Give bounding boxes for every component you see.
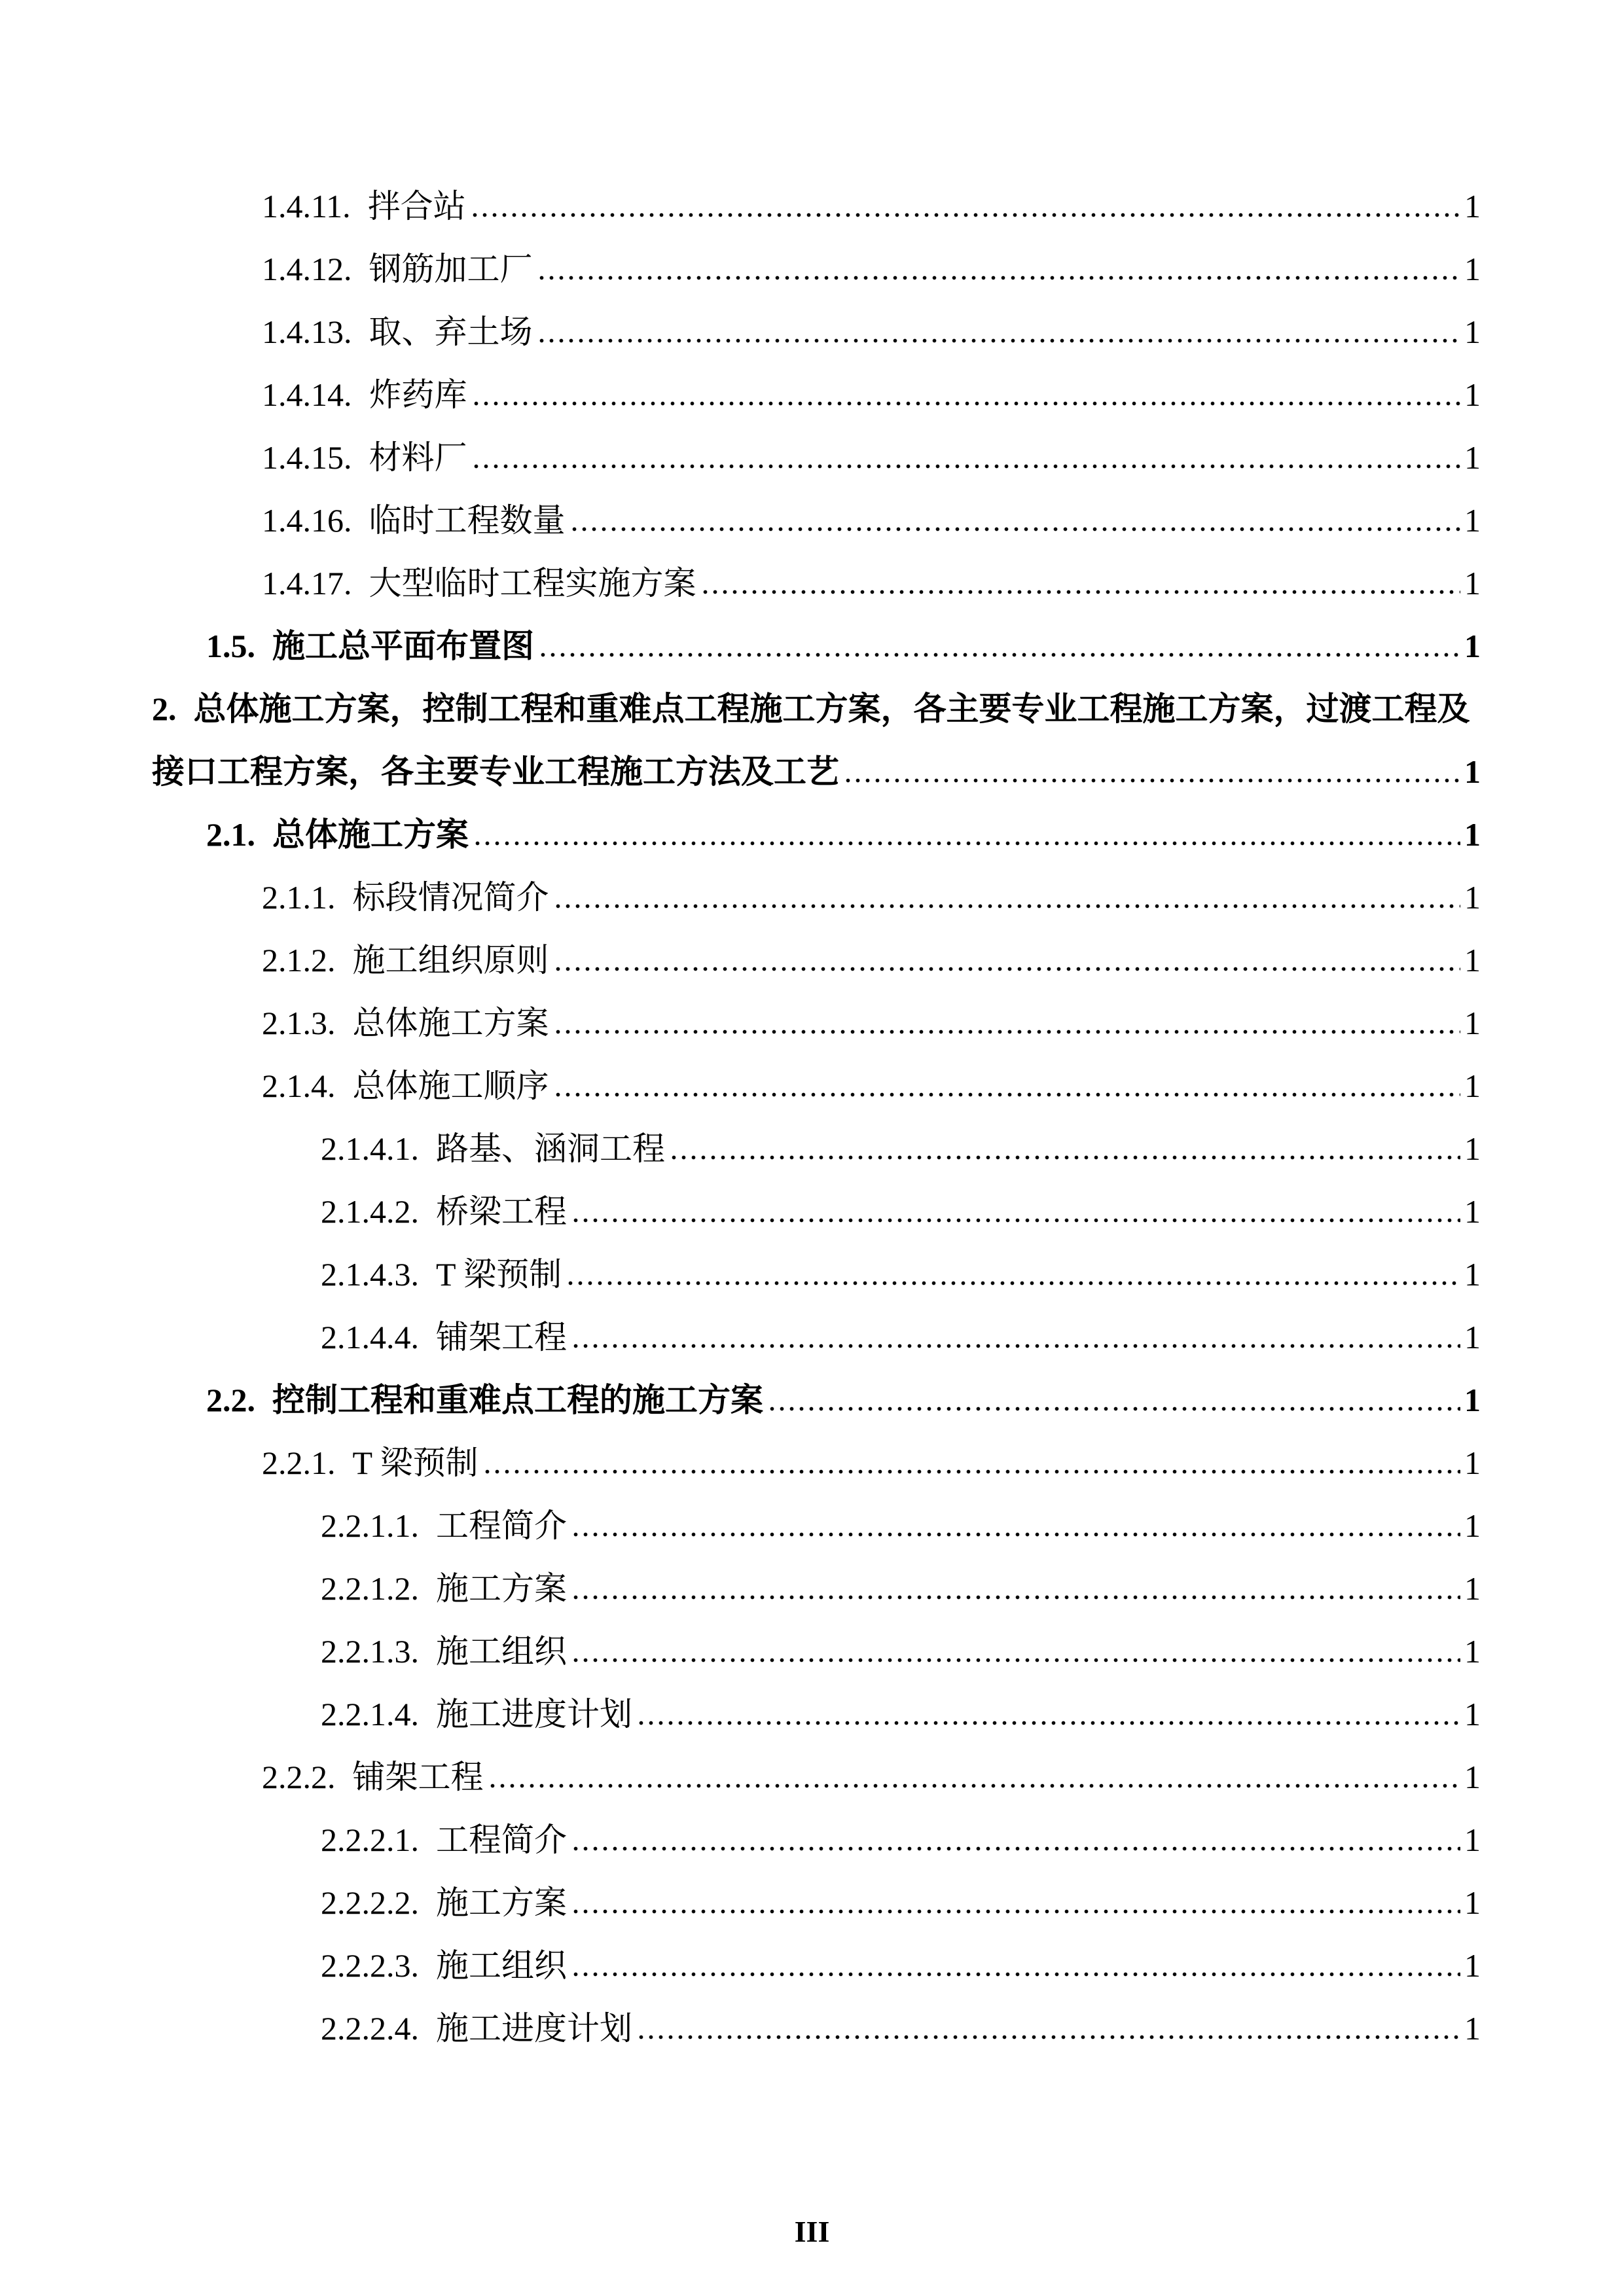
toc-entry[interactable] [206,1380,1481,1420]
toc-dotted-leader [475,841,1460,846]
toc-entry-page: 1 [1464,1759,1481,1795]
toc-entry-title: 总体施工方案 [352,1005,549,1041]
toc-entry-page: 1 [1464,502,1481,539]
toc-entry-title: 施工进度计划 [436,1696,632,1732]
toc-entry-page: 1 [1464,1884,1481,1921]
toc-entry[interactable] [262,312,1481,351]
toc-entry[interactable] [262,941,1481,980]
toc-entry[interactable] [152,689,1481,728]
toc-dotted-leader [556,967,1461,971]
toc-entry[interactable] [321,1883,1481,1922]
toc-entry-title: 钢筋加工厂 [369,251,533,287]
toc-dotted-leader [556,1092,1461,1097]
toc-entry-number: 1.4.14. [262,376,352,413]
toc-entry-page: 1 [1464,1193,1481,1230]
toc-dotted-leader [573,1532,1460,1537]
toc-entry-number: 2.2.2.3. [321,1947,419,1984]
toc-entry-page: 1 [1464,1319,1481,1355]
toc-entry-title: 施工总平面布置图 [272,628,534,664]
toc-entry-number: 2.2.1.1. [321,1507,419,1544]
toc-entry-page: 1 [1464,251,1481,287]
toc-dotted-leader [556,1030,1461,1034]
toc-entry-page: 1 [1464,1633,1481,1670]
toc-dotted-leader [556,904,1461,908]
toc-dotted-leader [474,401,1461,406]
toc-entry[interactable] [262,1066,1481,1105]
toc-entry-page: 1 [1464,1005,1481,1041]
toc-entry-title: 工程简介 [436,1507,567,1544]
toc-entry[interactable] [321,1255,1481,1294]
toc-dotted-leader [639,1721,1460,1725]
toc-entry-title: 施工组织原则 [352,942,549,978]
toc-entry-number: 1.4.16. [262,502,352,539]
toc-entry-title: 施工方案 [436,1884,567,1921]
toc-entry-number: 2.2.1.2. [321,1570,419,1607]
toc-entry[interactable] [262,249,1481,289]
toc-dotted-leader [539,276,1461,280]
toc-entry-number: 2.1.4. [262,1067,336,1104]
toc-entry-title: 接口工程方案，各主要专业工程施工方法及工艺 [152,753,839,790]
toc-entry-title: 工程简介 [436,1821,567,1858]
toc-entry-title: 施工组织 [436,1633,567,1670]
toc-entry-page: 1 [1464,628,1481,664]
toc-dotted-leader [573,1972,1460,1977]
toc-entry-number: 2.2.2.4. [321,2010,419,2047]
toc-entry[interactable] [262,501,1481,540]
toc-entry-number: 2.2.1.3. [321,1633,419,1670]
toc-dotted-leader [639,2035,1460,2039]
toc-entry[interactable] [262,438,1481,477]
toc-entry[interactable] [262,564,1481,603]
toc-entry-number: 2.2.2.1. [321,1821,419,1858]
toc-dotted-leader [573,1218,1460,1223]
toc-entry-number: 2.2.2. [262,1759,336,1795]
toc-dotted-leader [541,653,1460,657]
toc-dotted-leader [672,1155,1460,1160]
toc-entry-number: 1.5. [206,628,255,664]
toc-entry[interactable] [321,1695,1481,1734]
toc-entry[interactable] [321,1569,1481,1608]
toc-dotted-leader [573,1909,1460,1914]
toc-entry-page: 1 [1464,753,1481,790]
toc-entry[interactable] [321,1946,1481,1985]
toc-dotted-leader [539,338,1461,343]
toc-entry-title: 材料厂 [369,439,467,476]
toc-entry-title: 铺架工程 [352,1759,484,1795]
toc-entry-title: 标段情况简介 [352,879,549,916]
toc-entry-page: 1 [1464,1570,1481,1607]
toc-entry-number: 1.4.12. [262,251,352,287]
toc-entry-page: 1 [1464,1067,1481,1104]
toc-entry-page: 1 [1464,1130,1481,1167]
toc-dotted-leader [473,213,1460,217]
toc-entry-number: 2.1. [206,816,255,853]
toc-entry-number: 2.2. [206,1382,255,1418]
toc-dotted-leader [703,590,1461,594]
toc-entry-title: 炸药库 [369,376,467,413]
toc-entry[interactable] [206,626,1481,666]
toc-entry-number: 2.1.2. [262,942,336,978]
toc-entry[interactable] [321,1192,1481,1231]
toc-entry-page: 1 [1464,1507,1481,1544]
toc-entry-number: 2. [152,691,177,727]
toc-dotted-leader [474,464,1461,469]
toc-entry-number: 1.4.13. [262,314,352,350]
toc-entry[interactable] [262,375,1481,414]
toc-dotted-leader [568,1281,1460,1285]
toc-entry-page: 1 [1464,1696,1481,1732]
toc-entry[interactable] [262,1757,1481,1797]
toc-entry[interactable] [262,878,1481,917]
toc-entry[interactable] [321,1129,1481,1168]
toc-dotted-leader [572,527,1461,531]
toc-entry-title: 拌合站 [367,188,466,224]
toc-entry-title: 大型临时工程实施方案 [369,565,696,601]
toc-entry[interactable] [321,2009,1481,2048]
toc-entry-title: 施工方案 [436,1570,567,1607]
toc-entry-page: 1 [1464,1821,1481,1858]
toc-entry[interactable] [321,1318,1481,1357]
toc-dotted-leader [573,1658,1460,1662]
toc-entry-title: 路基、涵洞工程 [436,1130,665,1167]
toc-dotted-leader [573,1846,1460,1851]
toc-entry[interactable] [262,1443,1481,1482]
toc-entry-title: 控制工程和重难点工程的施工方案 [272,1382,763,1418]
toc-entry-title: 临时工程数量 [369,502,566,539]
toc-entry[interactable] [321,1632,1481,1671]
toc-entry[interactable] [321,1506,1481,1545]
toc-entry-page: 1 [1464,816,1481,853]
toc-entry-number: 2.2.1. [262,1444,336,1481]
toc-entry-page: 1 [1464,942,1481,978]
toc-dotted-leader [573,1344,1460,1348]
toc-entry-title: 总体施工方案 [272,816,469,853]
toc-entry-number: 2.2.2.2. [321,1884,419,1921]
toc-entry-page: 1 [1464,1947,1481,1984]
toc-entry[interactable] [321,1820,1481,1859]
toc-entry-title: T 梁预制 [436,1256,562,1293]
toc-entry[interactable] [262,187,1481,226]
toc-entry-title: 施工进度计划 [436,2010,632,2047]
toc-dotted-leader [490,1784,1461,1788]
toc-entry-page: 1 [1464,188,1481,224]
toc-entry-page: 1 [1464,376,1481,413]
toc-entry-title: T 梁预制 [352,1444,478,1481]
toc-entry-number: 1.4.11. [262,188,351,224]
toc-entry-page: 1 [1464,439,1481,476]
toc-entry-number: 2.1.4.2. [321,1193,419,1230]
toc-dotted-leader [485,1469,1460,1474]
toc-entry-page: 1 [1464,314,1481,350]
toc-entry-title: 取、弃土场 [369,314,533,350]
toc-entry[interactable] [262,1003,1481,1043]
toc-dotted-leader [846,778,1460,783]
toc-entry-title: 总体施工方案，控制工程和重难点工程施工方案，各主要专业工程施工方案，过渡工程及 [193,691,1470,727]
toc-entry-page: 1 [1464,879,1481,916]
toc-entry-number: 2.1.3. [262,1005,336,1041]
toc-entry-title: 铺架工程 [436,1319,567,1355]
toc-entry-number: 2.2.1.4. [321,1696,419,1732]
table-of-contents [152,187,1481,2072]
toc-entry-number: 2.1.4.1. [321,1130,419,1167]
footer-page-number: III [794,2215,830,2248]
toc-entry-number: 2.1.1. [262,879,336,916]
toc-entry-page: 1 [1464,2010,1481,2047]
toc-entry-number: 2.1.4.4. [321,1319,419,1355]
toc-entry-page: 1 [1464,1256,1481,1293]
toc-entry-page: 1 [1464,1382,1481,1418]
toc-entry-title: 施工组织 [436,1947,567,1984]
toc-entry-number: 1.4.15. [262,439,352,476]
toc-dotted-leader [770,1407,1460,1411]
toc-entry-page: 1 [1464,1444,1481,1481]
toc-dotted-leader [573,1595,1460,1600]
toc-entry-number: 2.1.4.3. [321,1256,419,1293]
toc-entry-page: 1 [1464,565,1481,601]
toc-entry[interactable] [206,815,1481,854]
toc-entry-title: 总体施工顺序 [352,1067,549,1104]
toc-entry[interactable] [152,752,1481,791]
toc-entry-number: 1.4.17. [262,565,352,601]
toc-entry-title: 桥梁工程 [436,1193,567,1230]
